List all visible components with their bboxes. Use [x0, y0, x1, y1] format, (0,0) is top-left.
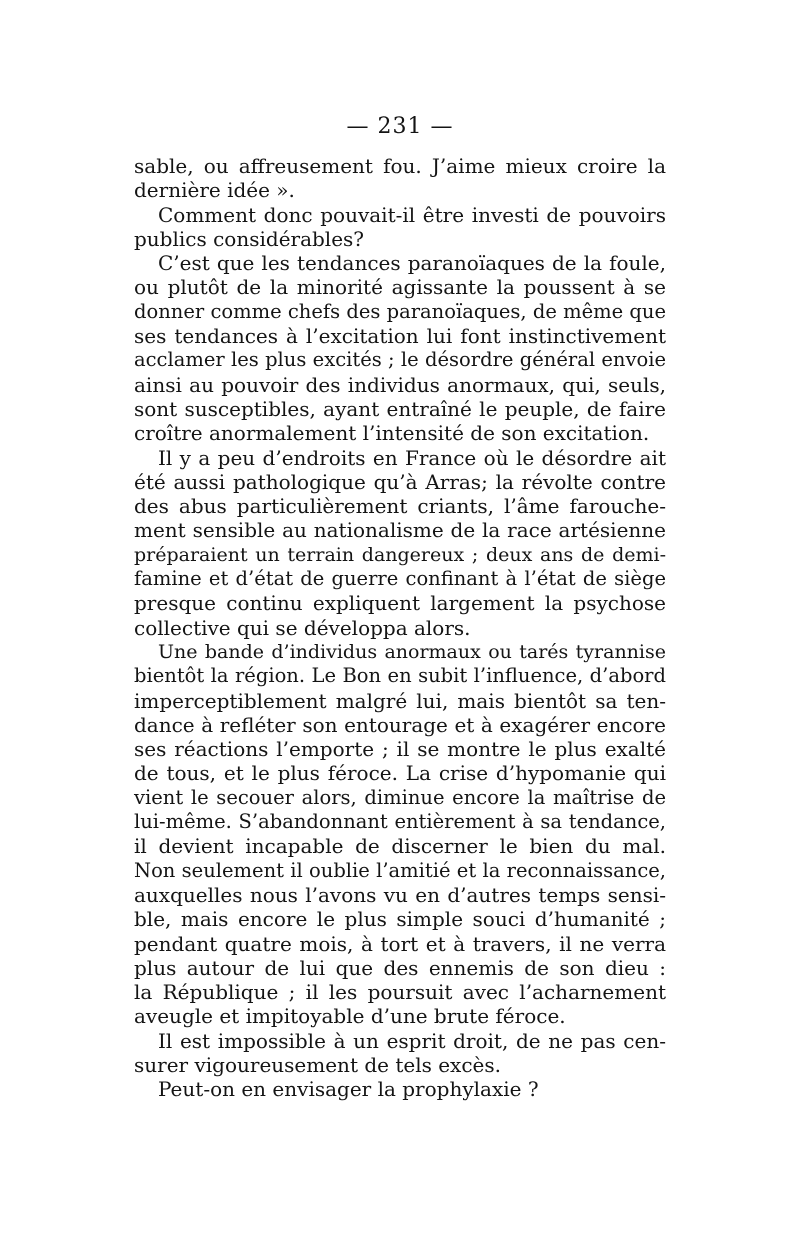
text-line: aveugle et impitoyable d’une brute féroce. — [134, 1004, 566, 1029]
text-line: C’est que les tendances paranoïaques de la foule, — [158, 251, 666, 276]
text-line: la République ; il les poursuit avec l’acharnement — [134, 980, 666, 1005]
text-line: bientôt la région. Le Bon en subit l’influence, d’abord — [134, 664, 666, 688]
text-line: ou plutôt de la minorité agissante la poussent à se — [134, 275, 666, 300]
text-line: imperceptiblement malgré lui, mais bientôt sa ten- — [134, 688, 666, 713]
text-line: lui-même. S’abandonnant entièrement à sa tendance, — [134, 810, 666, 834]
body-text — [134, 154, 666, 1102]
text-line: de tous, et le plus féroce. La crise d’hypomanie qui — [134, 761, 666, 786]
text-line: Peut-on en envisager la prophylaxie ? — [158, 1077, 539, 1102]
text-line: Il y a peu d’endroits en France où le désordre ait — [158, 445, 666, 470]
text-line: presque continu expliquent largement la psychose — [134, 591, 666, 616]
text-line: dance à refléter son entourage et à exagérer encore — [134, 712, 666, 737]
text-line: collective qui se développa alors. — [134, 615, 471, 640]
text-line: vient le secouer alors, diminue encore la maîtrise de — [134, 785, 666, 809]
text-line: préparaient un terrain dangereux ; deux ans de demi- — [134, 543, 666, 566]
text-line: sable, ou affreusement fou. J’aime mieux croire la — [134, 154, 666, 178]
text-line: auxquelles nous l’avons vu en d’autres temps sensi- — [134, 882, 666, 907]
text-line: ses réactions l’emporte ; il se montre le plus exalté — [134, 737, 666, 762]
text-line: Comment donc pouvait-il être investi de pouvoirs — [158, 202, 666, 227]
text-line: acclamer les plus excités ; le désordre général envoie — [134, 348, 666, 372]
text-line: pendant quatre mois, à tort et à travers, il ne verra — [134, 931, 666, 956]
text-line: été aussi pathologique qu’à Arras; la révolte contre — [134, 469, 666, 494]
text-line: Une bande d’individus anormaux ou tarés tyrannise — [158, 640, 666, 663]
text-line: famine et d’état de guerre confinant à l’état de siège — [134, 567, 666, 591]
text-line: Il est impossible à un esprit droit, de ne pas cen- — [158, 1028, 666, 1053]
text-line: donner comme chefs des paranoïaques, de même que — [134, 299, 666, 323]
text-line: ble, mais encore le plus simple souci d’humanité ; — [134, 907, 666, 932]
text-line: sont susceptibles, ayant entraîné le peuple, de faire — [134, 396, 666, 421]
text-line: plus autour de lui que des ennemis de son dieu : — [134, 955, 666, 980]
text-line: dernière idée ». — [134, 178, 295, 203]
text-line: il devient incapable de discerner le bien du mal. — [134, 834, 666, 859]
text-line: surer vigoureusement de tels excès. — [134, 1052, 501, 1077]
text-line: ses tendances à l’excitation lui font instinctivement — [134, 324, 666, 349]
text-line: des abus particulièrement criants, l’âme farouche- — [134, 494, 666, 519]
text-line: Non seulement il oublie l’amitié et la reconnaissance, — [134, 858, 666, 882]
text-line: ment sensible au nationalisme de la race artésienne — [134, 518, 666, 543]
text-line: ainsi au pouvoir des individus anormaux, qui, seuls, — [134, 372, 666, 397]
page-number: — 231 — — [346, 114, 454, 139]
text-line: publics considérables? — [134, 226, 365, 251]
text-line: croître anormalement l’intensité de son excitation. — [134, 421, 650, 446]
